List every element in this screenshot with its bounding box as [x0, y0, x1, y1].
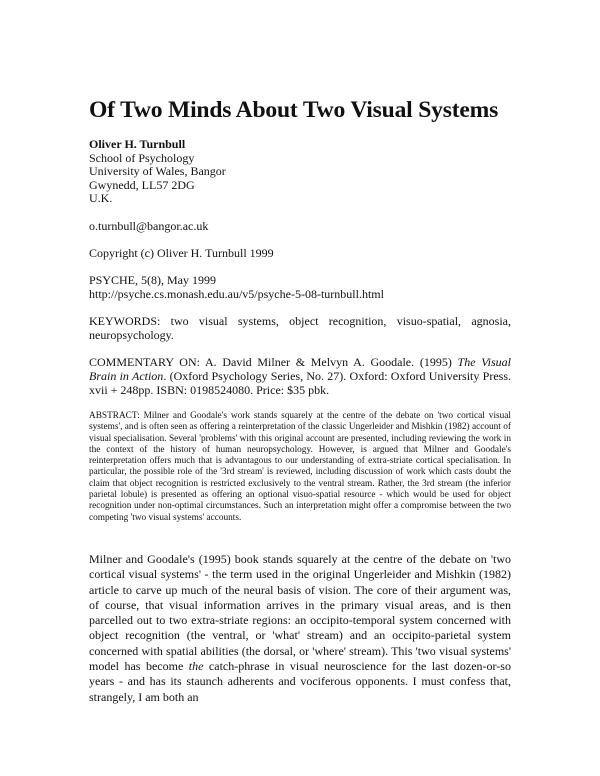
body-paragraph: [89, 552, 511, 705]
affiliation-line: Gwynedd, LL57 2DG: [89, 177, 195, 192]
book-title: The Visual Brain in Action: [89, 354, 512, 383]
abstract: ABSTRACT: Milner and Goodale's work stands squarely at the centre of the debate on 'two cortical visual systems', and is often seen as offering a reinterpretation of the classic Ungerleider and Mishkin (1982) account of visual specialisation. Several 'problems' with this original account are presented, including reviewing the work in the context of the history of human neuropsychology. However, is argued that Milner and Goodale's reinterpretation offers much that is advantagous to our understanding of extra-striate cortical specialisation. In particular, the possible role of the '3rd stream' is reviewed, including discussion of work which casts doubt the claim that object recognition is restricted exclusively to the ventral stream. Rather, the 3rd stream (the inferior parietal lobule) is presented as offering an optional visuo-spatial resource - which would be used for object recognition under non-optimal circumstances. Such an interpretation might offer a compromise between the two competing 'two visual systems' accounts.: [89, 410, 511, 523]
keywords: KEYWORDS: two visual systems, object recognition, visuo-spatial, agnosia, neuropsychology.: [89, 313, 511, 342]
citation-block: [89, 273, 511, 301]
copyright-line: Copyright (c) Oliver H. Turnbull 1999: [89, 245, 274, 260]
affiliation-line: U.K.: [89, 191, 113, 206]
affiliation-line: University of Wales, Bangor: [89, 164, 226, 179]
paper-header: [89, 96, 511, 533]
article-url: http://psyche.cs.monash.edu.au/v5/psyche-5-08-turnbull.html: [89, 286, 384, 301]
commentary-suffix: . (Oxford Psychology Series, No. 27). Oxford: Oxford University Press. xvii + 248pp. ISBN: 0198524080. Price: $35 pbk.: [89, 368, 511, 397]
paper-title: Of Two Minds About Two Visual Systems: [89, 97, 499, 123]
commentary-reference: [89, 355, 511, 397]
commentary-prefix: COMMENTARY ON: A. David Milner & Melvyn A. Goodale. (1995): [89, 354, 458, 369]
author-name: Oliver H. Turnbull: [89, 137, 186, 151]
body-text-part2: catch-phrase in visual neuroscience for the last dozen-or-so years - and has its staunch adherents and vociferous opponents. I must confess that, strangely, I am both an: [89, 659, 511, 704]
affiliation-line: School of Psychology: [89, 150, 195, 165]
journal-citation: PSYCHE, 5(8), May 1999: [89, 272, 217, 287]
body-text-part1: Milner and Goodale's (1995) book stands squarely at the centre of the debate on 'two cortical visual systems' - the term used in the original Ungerleider and Mishkin (1982) article to carve up much of the neural basis of vision. The core of their argument was, of course, that visual information arrives in the primary visual areas, and is then parcelled out to two extra-striate regions: an occipito-temporal system concerned with object recognition (the ventral, or 'what' stream) and an occipito-parietal system concerned with spatial abilities (the dorsal, or 'where' stream). This 'two visual systems' model has become: [89, 552, 511, 674]
author-block: [89, 138, 511, 206]
author-email: o.turnbull@bangor.ac.uk: [89, 218, 209, 233]
body-emphasis: the: [188, 659, 204, 674]
